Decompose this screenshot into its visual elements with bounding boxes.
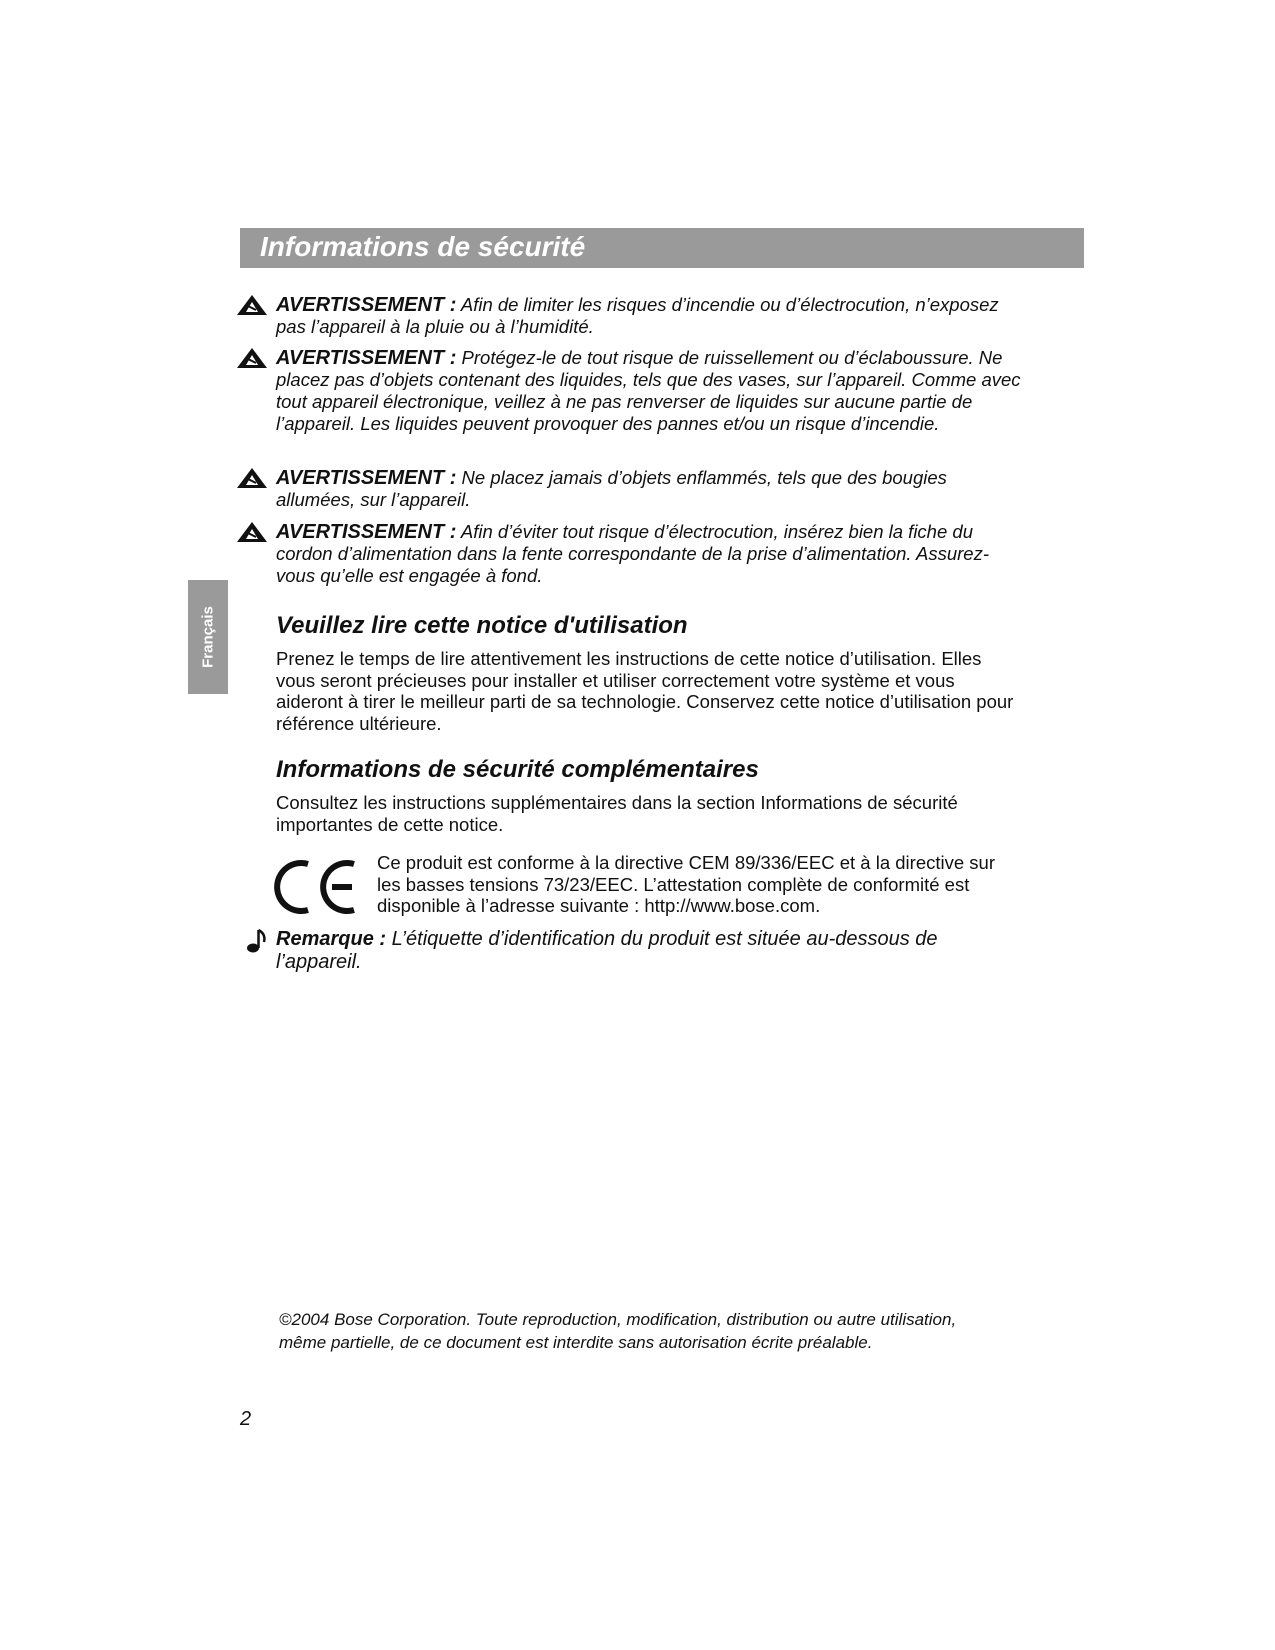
warning-label: AVERTISSEMENT : bbox=[276, 294, 457, 316]
extra-section-heading: Informations de sécurité complémentaires bbox=[276, 756, 759, 783]
warning-label: AVERTISSEMENT : bbox=[276, 467, 457, 489]
read-section-body: Prenez le temps de lire attentivement les instructions de cette notice d’utilisation. Elles vous seront précieuses pour installer et utiliser correctement votre système et vous aideront à tirer le meilleur parti de sa technologie. Conservez cette notice d’utilisation pour référence ultérieure. bbox=[276, 648, 1014, 734]
note bbox=[276, 928, 1021, 974]
warning-3 bbox=[276, 467, 1021, 511]
page-title: Informations de sécurité bbox=[260, 231, 586, 262]
warning-icon bbox=[236, 294, 268, 316]
warning-label: AVERTISSEMENT : bbox=[276, 521, 457, 543]
ce-compliance-text: Ce produit est conforme à la directive CEM 89/336/EEC et à la directive sur les basses tensions 73/23/EEC. L’attestation complète de conformité est disponible à l’adresse suivante : http://www.bose.com. bbox=[377, 852, 995, 916]
music-note-icon bbox=[246, 928, 268, 954]
copyright-notice: ©2004 Bose Corporation. Toute reproduction, modification, distribution ou autre utilisation, même partielle, de ce document est interdite sans autorisation écrite préalable. bbox=[279, 1310, 957, 1352]
warning-2 bbox=[276, 347, 1021, 435]
section-header-bar bbox=[240, 228, 1084, 268]
extra-section-body: Consultez les instructions supplémentaires dans la section Informations de sécurité importantes de cette notice. bbox=[276, 792, 958, 835]
note-text: L’étiquette d’identification du produit est située au-dessous de l’appareil. bbox=[276, 928, 938, 973]
warning-text: Afin d’éviter tout risque d’électrocution, insérez bien la fiche du cordon d’alimentation dans la fente correspondante de la prise d’alimentation. Assurez-vous qu’elle est engagée à fond. bbox=[276, 521, 990, 586]
warning-4 bbox=[276, 521, 1021, 587]
warning-text: Ne placez jamais d’objets enflammés, tels que des bougies allumées, sur l’appareil. bbox=[276, 467, 947, 510]
warning-icon bbox=[236, 467, 268, 489]
warning-text: Afin de limiter les risques d’incendie ou d’électrocution, n’exposez pas l’appareil à la pluie ou à l’humidité. bbox=[276, 294, 999, 337]
language-tab-label: Français bbox=[199, 606, 217, 668]
warning-icon bbox=[236, 521, 268, 543]
warning-text: Protégez-le de tout risque de ruissellement ou d’éclaboussure. Ne placez pas d’objets contenant des liquides, tels que des vases, sur l’appareil. Comme avec tout appareil électronique, veillez à ne pas renverser de liquides sur aucune partie de l’appareil. Les liquides peuvent provoquer des pannes et/ou un risque d’incendie. bbox=[276, 347, 1021, 434]
language-tab bbox=[188, 580, 228, 694]
note-label: Remarque : bbox=[276, 928, 387, 950]
warning-1 bbox=[276, 294, 1021, 338]
page-number: 2 bbox=[240, 1408, 252, 1430]
read-section-heading: Veuillez lire cette notice d'utilisation bbox=[276, 612, 688, 639]
warning-icon bbox=[236, 347, 268, 369]
ce-mark-icon bbox=[274, 856, 360, 918]
warning-label: AVERTISSEMENT : bbox=[276, 347, 457, 369]
